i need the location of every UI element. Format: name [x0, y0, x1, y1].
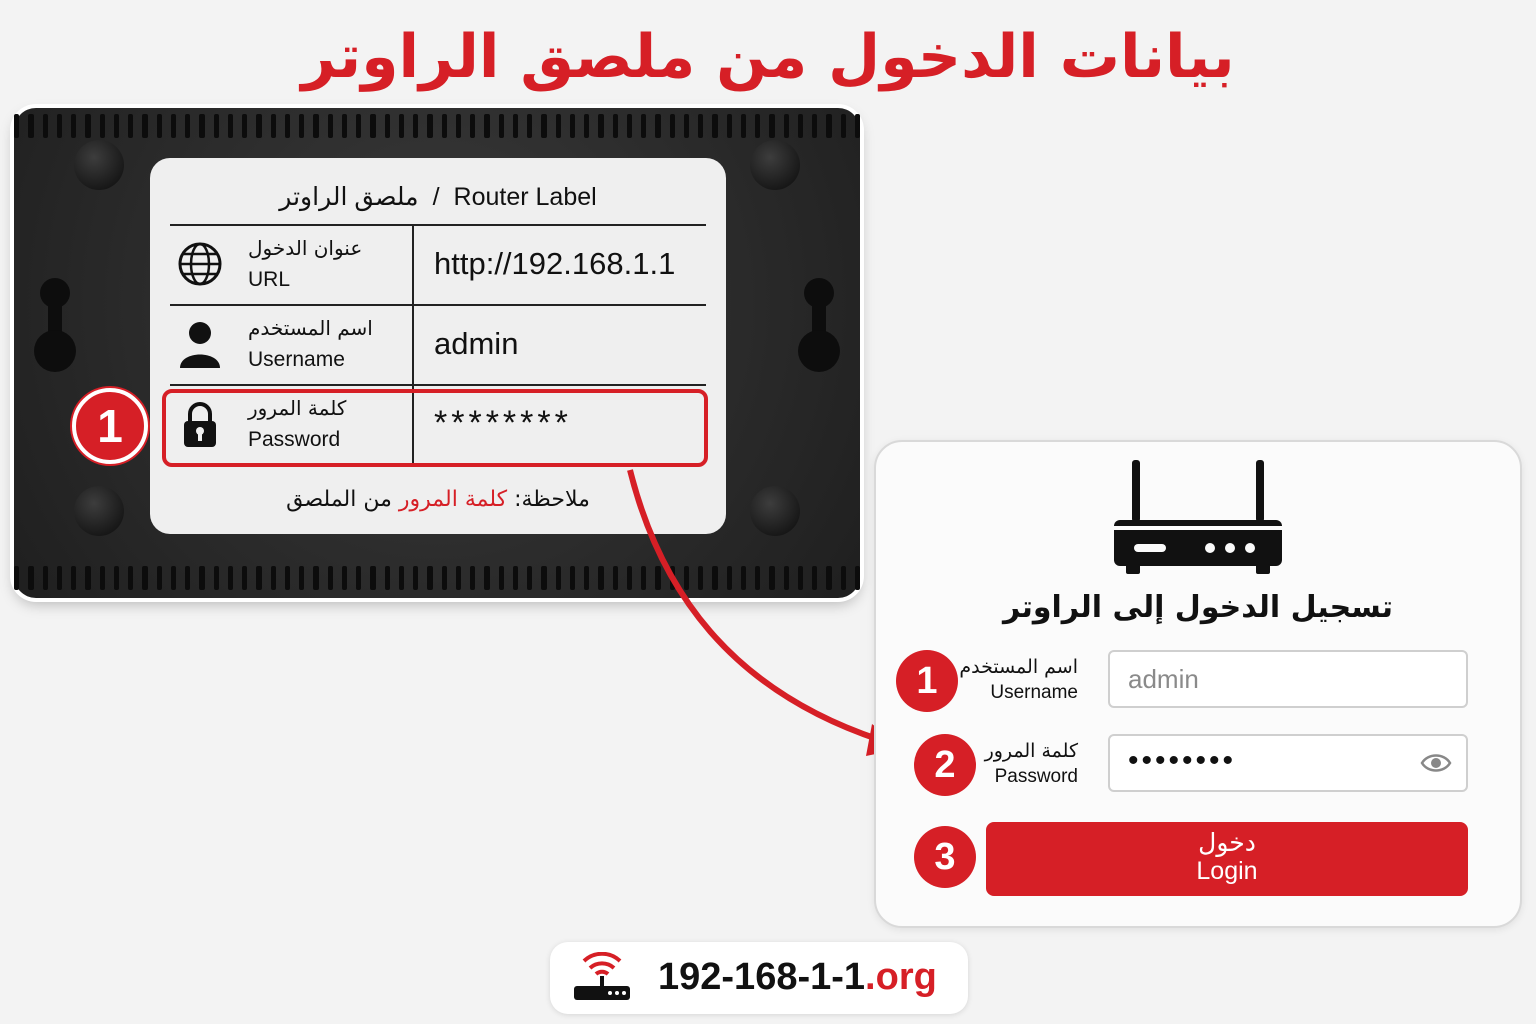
vent-slot: [385, 114, 390, 138]
vent-slot: [114, 566, 119, 590]
vent-slot: [513, 114, 518, 138]
vent-slot: [684, 566, 689, 590]
label-row-url: عنوان الدخول URL http://192.168.1.1: [170, 224, 706, 302]
vent-slot: [541, 114, 546, 138]
vent-slot: [285, 114, 290, 138]
step-badge-2: 2: [914, 734, 976, 796]
vent-slot: [741, 114, 746, 138]
vent-slot: [556, 114, 561, 138]
vent-slot: [613, 114, 618, 138]
vent-slot: [841, 114, 846, 138]
vent-slot: [427, 566, 432, 590]
vent-slot: [356, 566, 361, 590]
router-vents-top: [14, 114, 860, 140]
vent-slot: [328, 566, 333, 590]
vent-slot: [427, 114, 432, 138]
page-title: بيانات الدخول من ملصق الراوتر: [301, 22, 1235, 92]
vent-slot: [313, 566, 318, 590]
url-value: http://192.168.1.1: [434, 246, 676, 281]
vent-slot: [798, 566, 803, 590]
vent-slot: [727, 566, 732, 590]
vent-slot: [271, 114, 276, 138]
vent-slot: [370, 566, 375, 590]
vent-slot: [185, 566, 190, 590]
vent-slot: [128, 566, 133, 590]
vent-slot: [256, 114, 261, 138]
vent-slot: [641, 566, 646, 590]
vent-slot: [755, 566, 760, 590]
vent-slot: [157, 566, 162, 590]
vent-slot: [71, 114, 76, 138]
vent-slot: [769, 114, 774, 138]
vent-slot: [812, 566, 817, 590]
vent-slot: [43, 114, 48, 138]
vent-slot: [214, 114, 219, 138]
vent-slot: [712, 114, 717, 138]
vent-slot: [456, 566, 461, 590]
vent-slot: [157, 114, 162, 138]
vent-slot: [499, 566, 504, 590]
vent-slot: [684, 114, 689, 138]
vent-slot: [499, 114, 504, 138]
vent-slot: [812, 114, 817, 138]
vent-slot: [741, 566, 746, 590]
vent-slot: [442, 114, 447, 138]
globe-icon: [176, 238, 224, 290]
router-foot: [750, 140, 800, 190]
router-vents-bottom: [14, 566, 860, 592]
vent-slot: [214, 566, 219, 590]
vent-slot: [670, 566, 675, 590]
password-value: ********: [434, 404, 572, 442]
vent-slot: [328, 114, 333, 138]
vent-slot: [627, 566, 632, 590]
vent-slot: [670, 114, 675, 138]
label-header-en: Router Label: [453, 183, 597, 211]
step-badge-1: 1: [896, 650, 958, 712]
vent-slot: [228, 114, 233, 138]
vent-slot: [470, 114, 475, 138]
password-highlight-box: [162, 389, 708, 467]
vent-slot: [484, 566, 489, 590]
vent-slot: [199, 114, 204, 138]
vent-slot: [470, 566, 475, 590]
vent-slot: [100, 566, 105, 590]
vent-slot: [385, 566, 390, 590]
vent-slot: [413, 114, 418, 138]
vent-slot: [798, 114, 803, 138]
vent-slot: [456, 114, 461, 138]
vent-slot: [342, 114, 347, 138]
vent-slot: [199, 566, 204, 590]
router-foot: [74, 140, 124, 190]
vent-slot: [570, 566, 575, 590]
login-card: [874, 440, 1522, 928]
vent-slot: [655, 566, 660, 590]
password-label: كلمة المرور Password: [984, 740, 1078, 787]
vent-slot: [399, 566, 404, 590]
vent-slot: [641, 114, 646, 138]
vent-slot: [242, 114, 247, 138]
user-icon: [176, 318, 224, 370]
site-badge[interactable]: [550, 942, 968, 1014]
username-input[interactable]: admin: [1108, 650, 1468, 708]
vent-slot: [698, 566, 703, 590]
vent-slot: [570, 114, 575, 138]
vent-slot: [114, 114, 119, 138]
vent-slot: [769, 566, 774, 590]
step-badge-1: 1: [72, 388, 148, 464]
login-button[interactable]: دخول Login: [986, 822, 1468, 896]
vent-slot: [826, 566, 831, 590]
mount-hole: [798, 278, 840, 378]
vent-slot: [784, 114, 789, 138]
label-row-password: كلمة المرور Password ********: [170, 384, 706, 462]
vent-slot: [841, 566, 846, 590]
vent-slot: [57, 566, 62, 590]
vent-slot: [299, 566, 304, 590]
label-header-ar: ملصق الراوتر: [279, 183, 419, 211]
vent-slot: [28, 114, 33, 138]
vent-slot: [85, 114, 90, 138]
vent-slot: [142, 114, 147, 138]
vent-slot: [698, 114, 703, 138]
username-label: اسم المستخدم Username: [959, 656, 1078, 703]
router-icon: [1112, 460, 1284, 578]
vent-slot: [399, 114, 404, 138]
vent-slot: [71, 566, 76, 590]
vent-slot: [14, 566, 19, 590]
site-domain: 192-168-1-1.org: [658, 956, 937, 998]
router-label: [150, 158, 726, 534]
vent-slot: [285, 566, 290, 590]
vent-slot: [171, 114, 176, 138]
vent-slot: [598, 114, 603, 138]
vent-slot: [171, 566, 176, 590]
vent-slot: [85, 566, 90, 590]
vent-slot: [370, 114, 375, 138]
vent-slot: [627, 114, 632, 138]
eye-icon[interactable]: [1420, 751, 1452, 775]
vent-slot: [584, 114, 589, 138]
vent-slot: [128, 114, 133, 138]
vent-slot: [228, 566, 233, 590]
vent-slot: [655, 114, 660, 138]
vent-slot: [256, 566, 261, 590]
wifi-router-icon: [570, 952, 634, 1004]
vent-slot: [356, 114, 361, 138]
vent-slot: [613, 566, 618, 590]
vent-slot: [271, 566, 276, 590]
vent-slot: [242, 566, 247, 590]
vent-slot: [727, 114, 732, 138]
vent-slot: [484, 114, 489, 138]
vent-slot: [342, 566, 347, 590]
label-row-username: اسم المستخدم Username admin: [170, 304, 706, 382]
vent-slot: [541, 566, 546, 590]
vent-slot: [855, 114, 860, 138]
mount-hole: [34, 278, 76, 378]
router-device: [14, 108, 860, 598]
vent-slot: [527, 566, 532, 590]
vent-slot: [527, 114, 532, 138]
vent-slot: [826, 114, 831, 138]
vent-slot: [43, 566, 48, 590]
password-input[interactable]: ••••••••: [1108, 734, 1468, 792]
vent-slot: [413, 566, 418, 590]
vent-slot: [755, 114, 760, 138]
vent-slot: [442, 566, 447, 590]
vent-slot: [313, 114, 318, 138]
vent-slot: [28, 566, 33, 590]
vent-slot: [855, 566, 860, 590]
router-foot: [74, 486, 124, 536]
label-header: ملصق الراوتر / Router Label: [279, 183, 597, 211]
vent-slot: [185, 114, 190, 138]
vent-slot: [584, 566, 589, 590]
username-value: admin: [434, 326, 519, 361]
vent-slot: [556, 566, 561, 590]
vent-slot: [712, 566, 717, 590]
vent-slot: [513, 566, 518, 590]
router-foot: [750, 486, 800, 536]
login-title: تسجيل الدخول إلى الراوتر: [1002, 590, 1394, 625]
vent-slot: [14, 114, 19, 138]
vent-slot: [784, 566, 789, 590]
vent-slot: [299, 114, 304, 138]
label-note: ملاحظة: كلمة المرور من الملصق: [286, 487, 590, 512]
step-badge-3: 3: [914, 826, 976, 888]
vent-slot: [142, 566, 147, 590]
vent-slot: [57, 114, 62, 138]
vent-slot: [598, 566, 603, 590]
vent-slot: [100, 114, 105, 138]
